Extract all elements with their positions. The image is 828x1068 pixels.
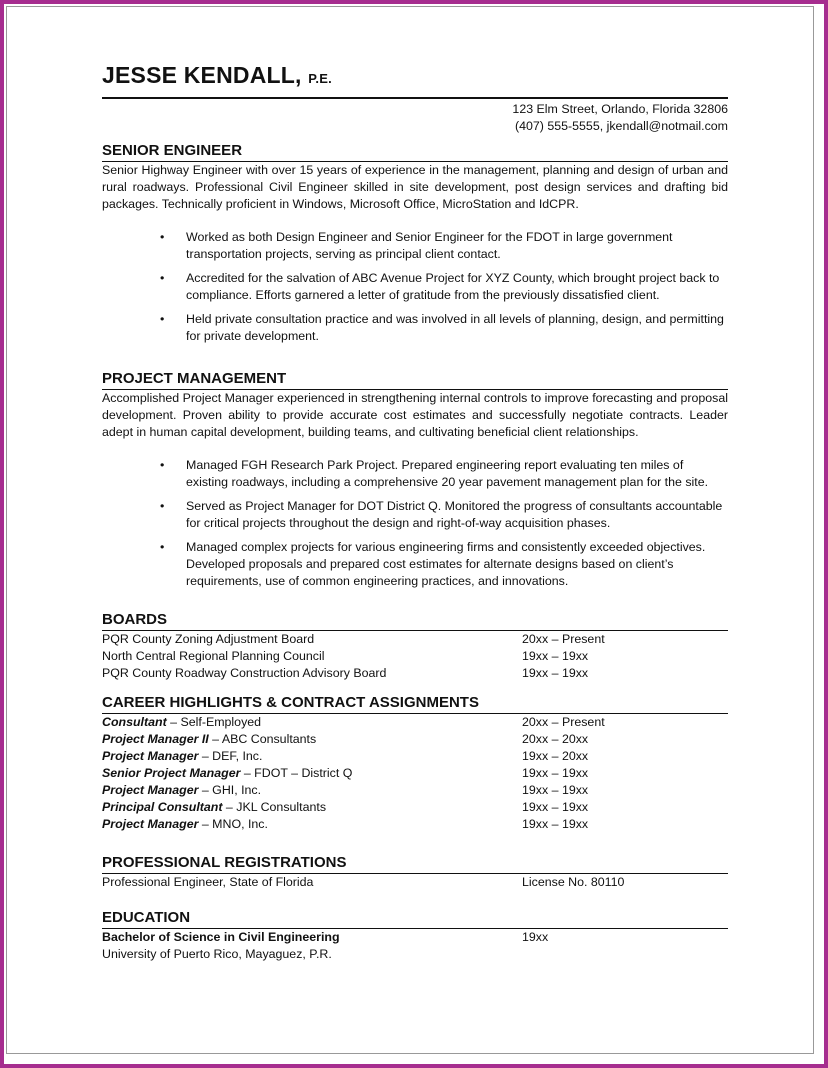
career-list: [102, 714, 728, 833]
board-row: PQR County Zoning Adjustment Board 20xx – Present: [102, 632, 605, 646]
bullet-item: • Managed FGH Research Park Project. Prepared engineering report evaluating ten miles of existing roadways, including a comprehensive 20 year pavement management plan for the site.: [160, 458, 709, 489]
career-row: Consultant – Self-Employed 20xx – Present: [102, 715, 605, 729]
bullet-icon: •: [160, 271, 165, 285]
board-row: North Central Regional Planning Council 19xx – 19xx: [102, 649, 589, 663]
bullet-item: • Served as Project Manager for DOT District Q. Monitored the progress of consultants accountable for critical projects throughout the design and right-of-way acquisition phases.: [160, 499, 723, 530]
bullet-item: • Worked as both Design Engineer and Senior Engineer for the FDOT in large government transportation projects, serving as principal client contact.: [160, 230, 673, 261]
section-heading-education: EDUCATION: [102, 909, 191, 926]
career-row: Senior Project Manager – FDOT – District Q 19xx – 19xx: [102, 766, 589, 780]
resume-document: [102, 60, 728, 963]
career-row: Project Manager – GHI, Inc. 19xx – 19xx: [102, 783, 589, 797]
bullet-item: • Accredited for the salvation of ABC Avenue Project for XYZ County, which brought project back to compliance. Efforts garnered a letter of gratitude from the previously dissatisfied client.: [160, 271, 720, 302]
bullet-icon: •: [160, 312, 165, 326]
contact-line: (407) 555-5555, jkendall@notmail.com: [514, 119, 728, 133]
career-row: Project Manager II – ABC Consultants 20xx – 20xx: [102, 732, 589, 746]
education-row: Bachelor of Science in Civil Engineering 19xx: [102, 930, 549, 944]
education-school: University of Puerto Rico, Mayaguez, P.R.: [102, 947, 332, 961]
contact-block: [102, 101, 728, 135]
bullet-icon: •: [160, 230, 165, 244]
header-rule: [102, 97, 728, 99]
project-management-summary: Accomplished Project Manager experienced in strengthening internal controls to improve forecasting and proposal development. Proven ability to provide accurate cost estimates and successfully negotiate contracts. Leader adept in human capital development, building teams, and cultivating beneficial client relationships.: [102, 391, 728, 439]
bullet-item: • Managed complex projects for various engineering firms and consistently exceeded objectives. Developed proposals and prepared cost estimates for alternate designs based on client’s requirements, use of common engineering practices, and innovations.: [160, 540, 706, 588]
name-text: JESSE KENDALL,: [102, 62, 302, 88]
career-row: Project Manager – DEF, Inc. 19xx – 20xx: [102, 749, 589, 763]
senior-engineer-summary: Senior Highway Engineer with over 15 years of experience in the management, planning and design of urban and rural roadways. Professional Civil Engineer skilled in site development, post design services and drafting bid packages. Technically proficient in Windows, Microsoft Office, MicroStation and IdCPR.: [102, 163, 728, 211]
bullet-icon: •: [160, 458, 165, 472]
section-heading-registrations: PROFESSIONAL REGISTRATIONS: [102, 854, 347, 871]
registration-row: Professional Engineer, State of Florida License No. 80110: [102, 875, 625, 889]
credential-text: P.E.: [308, 71, 332, 86]
bullet-icon: •: [160, 540, 165, 554]
boards-list: [102, 631, 728, 682]
career-row: Principal Consultant – JKL Consultants 19xx – 19xx: [102, 800, 589, 814]
section-heading-career: CAREER HIGHLIGHTS & CONTRACT ASSIGNMENTS: [102, 694, 479, 711]
section-heading-boards: BOARDS: [102, 611, 168, 628]
resume-name: [102, 60, 728, 94]
bullet-icon: •: [160, 499, 165, 513]
address-line: 123 Elm Street, Orlando, Florida 32806: [512, 102, 728, 116]
section-heading-project-management: PROJECT MANAGEMENT: [102, 370, 287, 387]
senior-engineer-bullets: [102, 229, 728, 345]
section-heading-senior-engineer: SENIOR ENGINEER: [102, 142, 243, 159]
career-row: Project Manager – MNO, Inc. 19xx – 19xx: [102, 817, 589, 831]
board-row: PQR County Roadway Construction Advisory Board 19xx – 19xx: [102, 666, 589, 680]
bullet-item: • Held private consultation practice and was involved in all levels of planning, design, and permitting for private development.: [160, 312, 724, 343]
project-management-bullets: [102, 457, 728, 590]
